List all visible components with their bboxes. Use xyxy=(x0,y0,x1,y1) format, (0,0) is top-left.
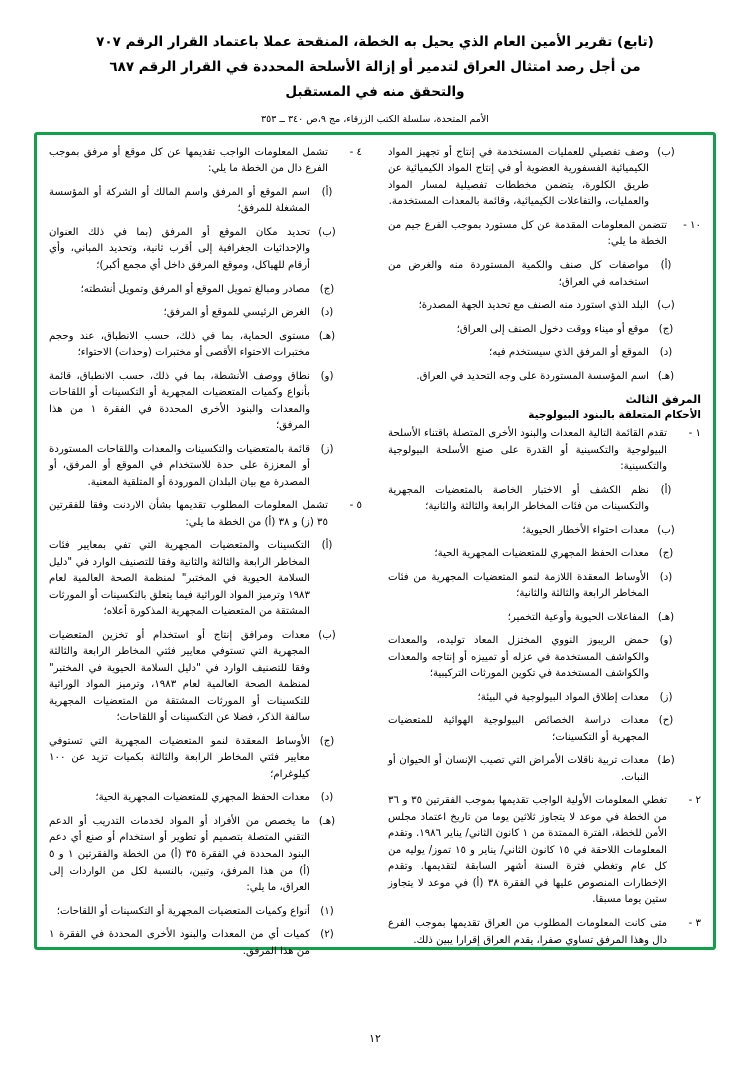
header-line-3: والتحقق منه في المستقبل xyxy=(285,83,465,100)
left-column-paragraph xyxy=(49,282,362,299)
paragraph-text: الأوساط المعقدة اللازمة لنمو المتعضيات المجهرية من فئات المخاطر الرابعة والثالثة والثانية؛ xyxy=(388,571,649,600)
paragraph-marker: ٢ - xyxy=(688,795,701,807)
paragraph-text: ما يخصص من الأفراد أو المواد لخدمات التدريب أو الدعم التقني المتصلة بتصميم أو تطوير أو استخدام أو صنع أي دعم البنود المحددة في الفقرة ٣٥ (أ) من الخطة والفقرتين ١ و ٥ (أ) من هذا المرفق، وتبين، بالنسبة لكل من الواردات إلى العراق، ما يلي: xyxy=(49,815,310,894)
paragraph-marker: (ج) xyxy=(319,735,335,747)
left-column-paragraph xyxy=(49,734,362,784)
paragraph-text: المفاعلات الحيوية وأوعية التخمير؛ xyxy=(507,611,649,623)
left-column-paragraph xyxy=(49,329,362,362)
left-column-paragraph xyxy=(49,185,362,218)
right-column-paragraph xyxy=(388,218,701,251)
paragraph-text: تشمل المعلومات المطلوب تقديمها بشأن الاردنت وفقا للفقرتين ٣٥ (ز) و ٣٨ (أ) من الخطة ما يلي: xyxy=(49,500,328,528)
left-column-paragraph xyxy=(49,814,362,897)
left-column-paragraph xyxy=(49,442,362,492)
paragraph-text: التكسينات والمتعضيات المجهرية التي تفي بمعايير فئات المخاطر الرابعة والثالثة والثانية وفقا للتصنيف الوارد في "دليل السلامة الحيوية في المختبر" لمنظمة الصحة العالمية لعام ١٩٨٣ وترميز المواد الوراثية فيما يتعلق بالتكسينات أو المورثات المشتقة من المتعضيات المجهرية المذكورة أعلاه؛ xyxy=(49,540,310,618)
annex-title: المرفق الثالث xyxy=(625,393,701,407)
column-left xyxy=(49,145,375,957)
paragraph-text: معدات احتواء الأخطار الحيوية؛ xyxy=(522,524,649,536)
paragraph-text: متى كانت المعلومات المطلوب من العراق تقديمها بموجب الفرع دال وهذا المرفق تساوي صفرا، يقدم العراق إقرارا يبين ذلك. xyxy=(388,917,667,946)
document-header xyxy=(34,30,716,125)
paragraph-marker: (ب) xyxy=(657,300,675,312)
paragraph-marker: ٤ - xyxy=(349,146,362,158)
paragraph-text: مستوى الحماية، بما في ذلك، حسب الانطباق، عند وحجم مختبرات الاحتواء الأقصى أو مختبرات (وحدات) الاحتواء؛ xyxy=(49,330,310,359)
page-number: ١٢ xyxy=(369,1032,381,1045)
right-column-paragraph xyxy=(388,793,701,909)
right-column-paragraph xyxy=(388,916,701,949)
right-column-list-bottom xyxy=(388,426,701,949)
right-column-paragraph xyxy=(388,753,701,786)
paragraph-text: حمض الريبوز النووي المختزل المعاد توليده، والمعدات والكواشف المستخدمة في عزله أو تمييزه أو إنتاجه والمعدات والكواشف المستخدمة في تكوين المورثات التركيبية؛ xyxy=(388,635,649,680)
left-column-list xyxy=(49,145,362,960)
paragraph-marker: ٣ - xyxy=(688,917,701,929)
paragraph-text: اسم الموقع أو المرفق واسم المالك أو الشركة أو المؤسسة المشغلة للمرفق؛ xyxy=(49,186,310,215)
paragraph-text: معدات الحفظ المجهري للمتعضيات المجهرية الحية؛ xyxy=(434,548,649,560)
right-column-paragraph xyxy=(388,523,701,540)
right-column-paragraph xyxy=(388,426,701,476)
paragraph-text: اسم المؤسسة المستوردة على وجه التحديد في العراق. xyxy=(416,370,649,382)
right-column-paragraph xyxy=(388,483,701,516)
paragraph-text: أنواع وكميات المتعضيات المجهرية أو التكسينات أو اللقاحات؛ xyxy=(56,905,310,917)
paragraph-text: الموقع أو المرفق الذي سيستخدم فيه؛ xyxy=(488,347,649,359)
paragraph-text: معدات ومرافق إنتاج أو استخدام أو تخزين المتعضيات المجهرية التي تستوفي معايير فئتي المخاطر الرابعة والثالثة وفقا للتصنيف الوارد في "دليل السلامة الحيوية في المختبر" لمنظمة الصحة العالمية لعام ١٩٨٣، وترميز المواد الوراثية للتكسينات أو المورثات المشتقة من المتعضيات المجهرية سالفة الذكر، فضلا عن التكسينات أو اللقاحات؛ xyxy=(49,629,310,724)
paragraph-text: موقع أو ميناء ووقت دخول الصنف إلى العراق؛ xyxy=(456,323,649,335)
paragraph-marker: (ب) xyxy=(318,226,336,238)
right-column-paragraph xyxy=(388,145,701,211)
paragraph-text: نطاق ووصف الأنشطة، بما في ذلك، حسب الانطباق، قائمة بأنواع وكميات المتعضيات المجهرية أو التكسينات أو اللقاحات والمعدات والبنود الأخرى المحددة في الفقرة ١ من هذا المرفق؛ xyxy=(49,370,310,432)
paragraph-marker: (د) xyxy=(320,792,334,804)
paragraph-marker: (٢) xyxy=(320,929,334,941)
paragraph-text: معدات الحفظ المجهري للمتعضيات المجهرية الحية؛ xyxy=(95,792,310,804)
paragraph-marker: (١) xyxy=(320,905,334,917)
right-column-paragraph xyxy=(388,633,701,683)
right-column-paragraph xyxy=(388,610,701,627)
header-line-2: من أجل رصد امتثال العراق لتدمير أو إزالة الأسلحة المحددة في القرار الرقم ٦٨٧ xyxy=(109,58,641,75)
left-column-paragraph xyxy=(49,498,362,531)
paragraph-marker: (ح) xyxy=(658,715,674,727)
paragraph-text: مصادر ومبالغ تمويل الموقع أو المرفق وتمويل أنشطته؛ xyxy=(80,283,310,295)
right-column-list-top xyxy=(388,145,701,385)
paragraph-marker: (و) xyxy=(659,635,673,647)
paragraph-text: تتضمن المعلومات المقدمة عن كل مستورد بموجب الفرع جيم من الخطة ما يلي: xyxy=(388,219,667,248)
paragraph-marker: ١٠ - xyxy=(683,219,701,231)
paragraph-marker: (هـ) xyxy=(657,370,675,382)
column-right xyxy=(375,145,701,946)
paragraph-text: قائمة بالمتعضيات والتكسينات والمعدات واللقاحات المستوردة أو المعززة على حدة للاستخدام في الموقع أو المرفق، أو المصدرة مع بيان البلدان المورودة أو المتلقية المعنية. xyxy=(49,443,310,488)
left-column-paragraph xyxy=(49,369,362,435)
paragraph-text: الأوساط المعقدة لنمو المتعضيات المجهرية التي تستوفي معايير فئتي المخاطر الرابعة والثالثة بكميات تزيد عن ١٠٠ كيلوغرام؛ xyxy=(49,735,310,780)
left-column-paragraph xyxy=(49,628,362,727)
paragraph-marker: (د) xyxy=(659,347,673,359)
paragraph-marker: (ج) xyxy=(658,323,674,335)
paragraph-marker: (أ) xyxy=(660,260,672,271)
content-frame xyxy=(34,132,716,957)
paragraph-marker: (ج) xyxy=(658,548,674,560)
paragraph-text: مواصفات كل صنف والكمية المستوردة منه والغرض من استخدامه في العراق؛ xyxy=(388,260,649,288)
left-column-paragraph xyxy=(49,790,362,807)
left-column-paragraph xyxy=(49,225,362,275)
right-column-paragraph xyxy=(388,369,701,386)
paragraph-marker: (ب) xyxy=(657,146,675,158)
paragraph-marker: (أ) xyxy=(321,540,333,552)
paragraph-marker: (ج) xyxy=(319,283,335,295)
paragraph-text: معدات تربية ناقلات الأمراض التي تصيب الإنسان أو الحيوان أو النبات. xyxy=(388,755,649,783)
left-column-paragraph xyxy=(49,145,362,178)
paragraph-marker: (ب) xyxy=(657,524,675,536)
paragraph-text: الغرض الرئيسي للموقع أو المرفق؛ xyxy=(163,307,310,319)
left-column-paragraph xyxy=(49,305,362,322)
paragraph-marker: ٥ - xyxy=(349,500,362,512)
paragraph-text: نظم الكشف أو الاختبار الخاصة بالمتعضيات المجهرية والتكسينات من فئات المخاطر الرابعة والثالثة والثانية؛ xyxy=(388,484,649,513)
paragraph-text: وصف تفصيلي للعمليات المستخدمة في إنتاج أو تجهيز المواد الكيميائية الفسفورية العضوية أو في إنتاج المواد الكيميائية عن طريق الكلورة، يتضمن مخططات تفصيلية لمسار المواد والعمليات، والتفاعلات الكيميائية، وقائمة بالمعدات المستخدمة. xyxy=(388,146,649,208)
right-column-paragraph xyxy=(388,345,701,362)
paragraph-marker: (و) xyxy=(320,370,334,382)
paragraph-marker: (ب) xyxy=(318,629,336,641)
left-column-paragraph xyxy=(49,538,362,621)
paragraph-marker: (أ) xyxy=(660,484,672,496)
right-column-paragraph xyxy=(388,258,701,291)
paragraph-marker: (هـ) xyxy=(657,611,675,623)
left-column-paragraph xyxy=(49,927,362,960)
paragraph-text: البلد الذي استورد منه الصنف مع تحديد الجهة المصدرة؛ xyxy=(418,300,649,312)
left-column-paragraph xyxy=(49,904,362,921)
header-source-citation: الأمم المتحدة، سلسلة الكتب الزرقاء، مج ٩،ص ٣٤٠ ــ ٣٥٣ xyxy=(261,113,489,125)
paragraph-text: معدات دراسة الخصائص البيولوجية الهوائية للمتعضيات المجهرية أو التكسينات؛ xyxy=(388,715,649,743)
right-column-paragraph xyxy=(388,690,701,707)
paragraph-text: تشمل المعلومات الواجب تقديمها عن كل موقع أو مرفق بموجب الفرع دال من الخطة ما يلي: xyxy=(49,146,328,175)
paragraph-marker: (أ) xyxy=(321,186,333,198)
right-column-paragraph xyxy=(388,713,701,746)
paragraph-marker: ١ - xyxy=(688,428,701,440)
header-line-1: (تابع) تقرير الأمين العام الذي يحيل به الخطة، المنقحة عملا باعتماد القرار الرقم ٧٠٧ xyxy=(96,34,654,50)
right-column-paragraph xyxy=(388,298,701,315)
paragraph-text: كميات أي من المعدات والبنود الأخرى المحددة في الفقرة ١ من هذا المرفق. xyxy=(49,929,310,957)
right-column-paragraph xyxy=(388,322,701,339)
annex-subtitle: الأحكام المتعلقة بالبنود البيولوجية xyxy=(528,409,701,422)
paragraph-marker: (هـ) xyxy=(318,330,336,342)
paragraph-text: معدات إطلاق المواد البيولوجية في البيئة؛ xyxy=(477,691,649,703)
paragraph-marker: (ز) xyxy=(659,691,673,703)
two-column-layout xyxy=(49,145,701,957)
paragraph-marker: (د) xyxy=(320,307,334,319)
paragraph-text: تغطي المعلومات الأولية الواجب تقديمها بموجب الفقرتين ٣٥ و ٣٦ من الخطة في موعد لا يتجاوز ثلاثين يوما من تاريخ اعتماد مجلس الأمن للخطة، الفترة الممتدة من ١ كانون الثاني/ يناير ١٩٨٦. وتقدم المعلومات اللاحقة في ١٥ كانون الثاني/ يناير و ١٥ تموز/ يوليه من كل عام وتغطي فترة السنة أشهر السابقة لتقديمها. وتقدم الإخطارات المنصوص عليها في الفقرة ٣٨ (أ) في موعد لا يتجاوز ستين يوما مسبقا. xyxy=(388,795,667,906)
paragraph-text: تقدم القائمة التالية المعدات والبنود الأخرى المتصلة باقتناء الأسلحة البيولوجية والتكسينية أو القدرة على صنع الأسلحة البيولوجية والتكسينية: xyxy=(388,428,667,473)
paragraph-text: تحديد مكان الموقع أو المرفق (بما في ذلك العنوان والإحداثيات الجغرافية إلى أقرب ثانية، وتحديد المباني، وأي أرقام للهياكل، وموقع المرفق داخل أي مجمع أكبر)؛ xyxy=(49,226,310,271)
right-column-paragraph xyxy=(388,570,701,603)
paragraph-marker: (ط) xyxy=(657,755,675,767)
paragraph-marker: (ز) xyxy=(320,443,334,455)
right-column-paragraph xyxy=(388,546,701,563)
paragraph-marker: (هـ) xyxy=(318,815,336,827)
paragraph-marker: (د) xyxy=(659,571,673,583)
